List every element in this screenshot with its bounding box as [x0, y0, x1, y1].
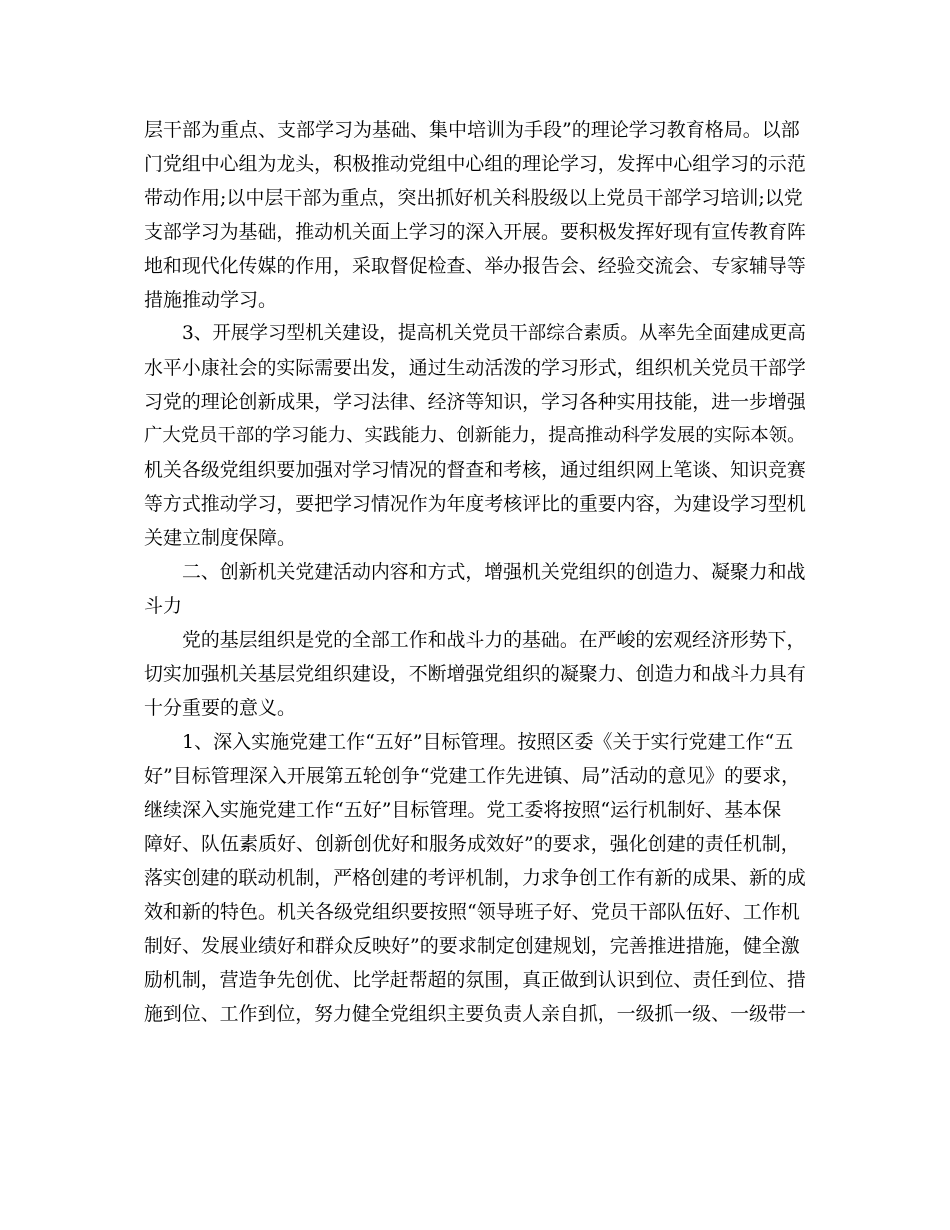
text-line-14: 二、创新机关党建活动内容和方式，增强机关党组织的创造力、凝聚力和战 — [182, 561, 806, 583]
text-line-23: 落实创建的联动机制，严格创建的考评机制，力求争创工作有新的成果、新的成 — [144, 867, 806, 889]
text-line-5: 地和现代化传媒的作用，采取督促检查、举办报告会、经验交流会、专家辅导等 — [144, 255, 806, 277]
text-line-4: 支部学习为基础，推动机关面上学习的深入开展。要积极发挥好现有宣传教育阵 — [144, 221, 806, 243]
text-line-9: 习党的理论创新成果，学习法律、经济等知识，学习各种实用技能，进一步增强 — [144, 391, 806, 413]
text-line-17: 切实加强机关基层党组织建设，不断增强党组织的凝聚力、创造力和战斗力具有 — [144, 663, 806, 685]
text-line-1: 层干部为重点、支部学习为基础、集中培训为手段”的理论学习教育格局。以部 — [144, 119, 800, 141]
text-line-25: 制好、发展业绩好和群众反映好”的要求制定创建规划，完善推进措施，健全激 — [144, 935, 800, 957]
text-line-19: 1、深入实施党建工作“五好”目标管理。按照区委《关于实行党建工作“五 — [182, 731, 794, 753]
text-line-8: 水平小康社会的实际需要出发，通过生动活泼的学习形式，组织机关党员干部学 — [144, 357, 806, 379]
text-line-24: 效和新的特色。机关各级党组织要按照“领导班子好、党员干部队伍好、工作机 — [144, 901, 800, 923]
text-line-2: 门党组中心组为龙头，积极推动党组中心组的理论学习，发挥中心组学习的示范 — [144, 153, 806, 175]
text-line-11: 机关各级党组织要加强对学习情况的督查和考核，通过组织网上笔谈、知识竞赛 — [144, 459, 806, 481]
text-line-21: 继续深入实施党建工作“五好”目标管理。党工委将按照“运行机制好、基本保 — [144, 799, 782, 821]
text-line-18: 十分重要的意义。 — [144, 697, 297, 719]
text-line-20: 好”目标管理深入开展第五轮创争“党建工作先进镇、局”活动的意见》的要求， — [144, 765, 801, 787]
text-line-13: 关建立制度保障。 — [144, 527, 297, 549]
text-line-27: 施到位、工作到位，努力健全党组织主要负责人亲自抓，一级抓一级、一级带一 — [144, 1003, 806, 1025]
text-line-22: 障好、队伍素质好、创新创优好和服务成效好”的要求，强化创建的责任机制， — [144, 833, 800, 855]
text-line-16: 党的基层组织是党的全部工作和战斗力的基础。在严峻的宏观经济形势下， — [182, 629, 806, 651]
text-line-10: 广大党员干部的学习能力、实践能力、创新能力，提高推动科学发展的实际本领。 — [144, 425, 806, 446]
text-line-26: 励机制，营造争先创优、比学赶帮超的氛围，真正做到认识到位、责任到位、措 — [144, 969, 806, 991]
text-line-7: 3、开展学习型机关建设，提高机关党员干部综合素质。从率先全面建成更高 — [182, 323, 806, 344]
text-line-3: 带动作用;以中层干部为重点，突出抓好机关科股级以上党员干部学习培训;以党 — [144, 187, 803, 209]
text-line-6: 措施推动学习。 — [144, 289, 278, 311]
text-line-15: 斗力 — [144, 595, 183, 617]
text-line-12: 等方式推动学习，要把学习情况作为年度考核评比的重要内容，为建设学习型机 — [144, 493, 806, 515]
